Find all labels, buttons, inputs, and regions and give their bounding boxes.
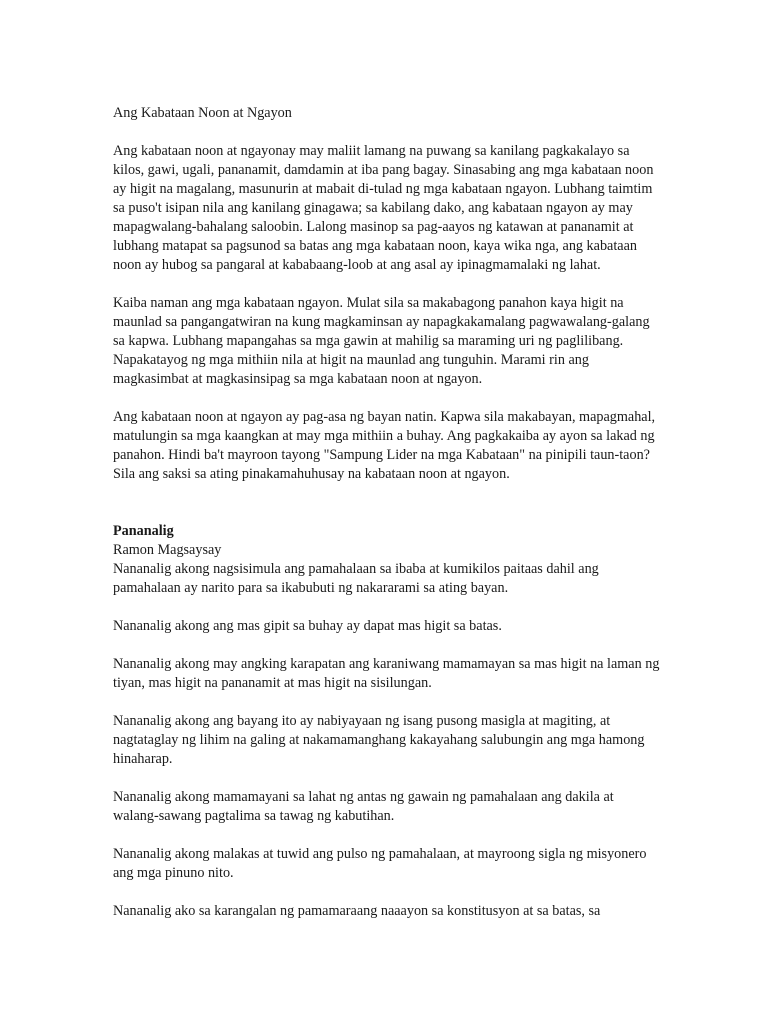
essay-paragraph: Kaiba naman ang mga kabataan ngayon. Mulat sila sa makabagong panahon kaya higit na maunlad sa pangangatwiran na kung magkaminsan ay napagkakamalang pagwawalang-galang sa kapwa. Lubhang mapangahas sa mga gawin at mahilig sa maraming uri ng paglilibang. Napakatayog ng mga mithiin nila at higit na maunlad ang tunguhin. Marami rin ang magkasimbat at magkasinsipag sa mga kabataan noon at ngayon. <box>113 295 650 387</box>
poem-paragraph: Nananalig akong mamamayani sa lahat ng antas ng gawain ng pamahalaan ang dakila at walang-sawang pagtalima sa tawag ng kabutihan. <box>113 789 614 824</box>
essay-paragraph: Ang kabataan noon at ngayon ay pag-asa ng bayan natin. Kapwa sila makabayan, mapagmahal, matulungin sa mga kaangkan at may mga mithiin a buhay. Ang pagkakaiba ay ayon sa lakad ng panahon. Hindi ba't mayroon tayong "Sampung Lider na mga Kabataan" na pinipili taun-taon? Sila ang saksi sa ating pinakamahuhusay na kabataan noon at ngayon. <box>113 409 656 482</box>
document-page <box>113 104 661 940</box>
poem-paragraph: Nananalig akong ang bayang ito ay nabiyayaan ng isang pusong masigla at magiting, at nagtataglay ng lihim na galing at nakamamanghang kakayahang salubungin ang mga hamong hinaharap. <box>113 713 645 767</box>
poem-paragraph: Nananalig akong malakas at tuwid ang pulso ng pamahalaan, at mayroong sigla ng misyonero ang mga pinuno nito. <box>113 846 647 881</box>
poem-paragraph: Nananalig akong nagsisimula ang pamahalaan sa ibaba at kumikilos paitaas dahil ang pamahalaan ay narito para sa ikabubuti ng nakararami sa ating bayan. <box>113 561 599 596</box>
poem-author: Ramon Magsaysay <box>113 542 222 558</box>
poem-title: Pananalig <box>113 523 174 539</box>
section-spacer <box>113 503 661 522</box>
essay-paragraph: Ang kabataan noon at ngayonay may maliit lamang na puwang sa kanilang pagkakalayo sa kilos, gawi, ugali, pananamit, damdamin at iba pang bagay. Sinasabing ang mga kabataan noon ay higit na magalang, masunurin at mabait di-tulad ng mga kabataan ngayon. Lubhang taimtim sa puso't isipan nila ang kanilang ginagawa; sa kabilang dako, ang kabataan ngayon ay may mapagwalang-bahalang saloobin. Lalong masinop sa pag-aayos ng katawan at pananamit at lubhang matapat sa pagsunod sa batas ang mga kabataan noon, kaya wika nga, ang kabataan noon ay hubog sa pangaral at kababaang-loob at ang asal ay ipinagmamalaki ng lahat. <box>113 143 654 273</box>
poem-paragraph: Nananalig akong ang mas gipit sa buhay ay dapat mas higit sa batas. <box>113 618 502 634</box>
poem-paragraph: Nananalig ako sa karangalan ng pamamaraang naaayon sa konstitusyon at sa batas, sa <box>113 903 601 919</box>
essay-title: Ang Kabataan Noon at Ngayon <box>113 105 292 121</box>
poem-paragraph: Nananalig akong may angking karapatan ang karaniwang mamamayan sa mas higit na laman ng tiyan, mas higit na pananamit at mas higit na sisilungan. <box>113 656 660 691</box>
